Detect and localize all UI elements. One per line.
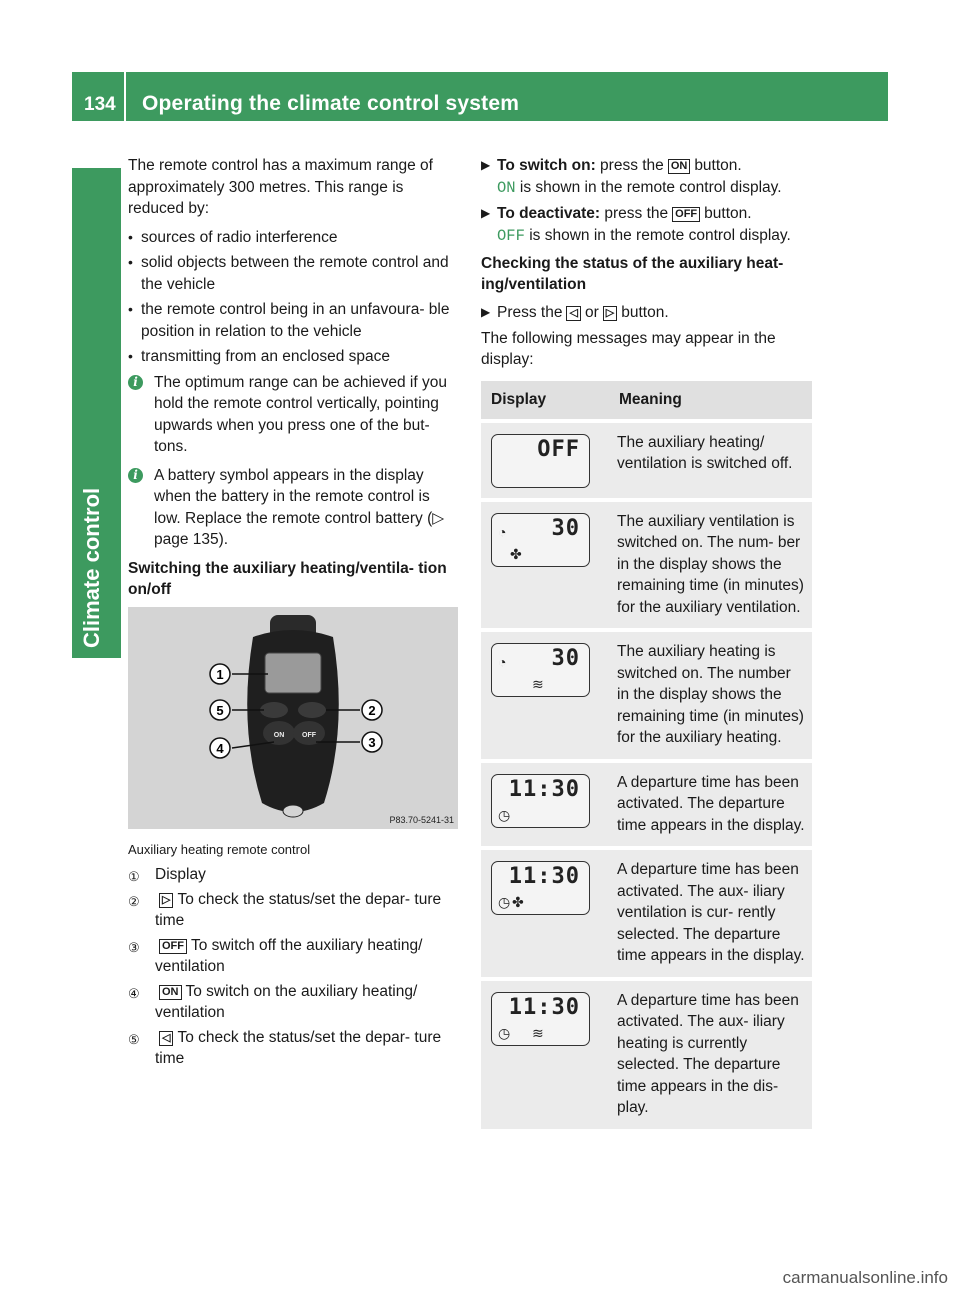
table-row xyxy=(481,500,812,631)
figure-code: P83.70-5241-31 xyxy=(389,814,454,825)
table-cell xyxy=(481,848,609,979)
range-intro: The remote control has a maximum range of approximately 300 metres. This range is reduced by: xyxy=(128,157,433,217)
figure-caption: Auxiliary heating remote control xyxy=(128,841,311,857)
table-intro: The following messages may appear in the display: xyxy=(481,329,776,368)
table-cell xyxy=(481,979,609,1131)
header-divider xyxy=(124,72,126,121)
off-key-icon: OFF xyxy=(672,207,700,222)
off-key-icon: OFF xyxy=(159,939,187,954)
display-code: OFF xyxy=(497,226,525,245)
info-icon: i xyxy=(128,468,143,483)
section-heading: Switching the auxiliary heating/ventila- tion on/off xyxy=(128,559,447,598)
step-arrow-icon: ▶ xyxy=(481,158,491,172)
timer-icon: ◔ xyxy=(498,523,507,540)
remote-control-illustration xyxy=(128,607,458,829)
chapter-tab xyxy=(72,168,121,658)
svg-text:1: 1 xyxy=(216,666,224,682)
table-cell xyxy=(481,421,609,500)
legend-item: ① Display xyxy=(128,866,206,884)
lcd-display: 11:30 ◷ ≋ xyxy=(491,992,590,1046)
table-row xyxy=(481,979,812,1131)
lcd-display: OFF xyxy=(491,434,590,488)
svg-text:3: 3 xyxy=(368,734,376,750)
on-key-icon: ON xyxy=(159,985,182,1000)
svg-text:5: 5 xyxy=(216,702,224,718)
page-title: Operating the climate control system xyxy=(142,92,520,115)
list-item: • sources of radio interference xyxy=(128,228,338,246)
table-cell xyxy=(481,761,609,849)
clock-icon: ◷ xyxy=(498,806,511,823)
svg-text:ON: ON xyxy=(273,731,285,739)
table-cell xyxy=(481,500,609,631)
remote-control-image xyxy=(128,607,458,829)
page-number: 134 xyxy=(84,94,116,115)
clock-icon: ◷ xyxy=(498,894,511,910)
table-cell: The auxiliary heating is switched on. The number in the display shows the remaining time (in minutes) for the auxiliary heating. xyxy=(609,630,812,761)
lcd-display: ◔ 30 ≋ xyxy=(491,643,590,697)
svg-text:2: 2 xyxy=(368,702,376,718)
table-cell: A departure time has been activated. The departure time appears in the display. xyxy=(609,761,812,849)
list-item: • the remote control being in an unfavoura- ble position in relation to the vehicle xyxy=(128,301,450,340)
svg-text:OFF: OFF xyxy=(302,731,316,739)
section-heading: Checking the status of the auxiliary heat- ing/ventilation xyxy=(481,255,784,293)
column-header: Meaning xyxy=(609,381,812,421)
svg-text:4: 4 xyxy=(216,740,224,756)
table-cell: A departure time has been activated. The aux- iliary ventilation is cur- rently selected. The departure time appears in the display. xyxy=(609,848,812,979)
left-arrow-key-icon: ◁ xyxy=(566,306,580,321)
chapter-tab-label: Climate control xyxy=(79,487,104,648)
display-messages-table xyxy=(481,381,812,1133)
info-icon: i xyxy=(128,375,143,390)
table-row xyxy=(481,421,812,500)
legend-item: ② ▷ To check the status/set the depar- ture time xyxy=(128,890,442,929)
legend-item: ⑤ ◁ To check the status/set the depar- ture time xyxy=(128,1028,442,1067)
step-deactivate: ▶ To deactivate: press the OFF button. OFF is shown in the remote control display. xyxy=(481,205,791,245)
right-column xyxy=(481,155,813,1133)
fan-icon: ✤ xyxy=(510,545,522,562)
table-cell: The auxiliary ventilation is switched on. The num- ber in the display shows the remaining time (in minutes) for the auxiliary ventilation. xyxy=(609,500,812,631)
info-note: i The optimum range can be achieved if you hold the remote control vertically, pointing upwards when you press one of the but- tons. xyxy=(128,372,460,458)
left-arrow-key-icon: ◁ xyxy=(159,1031,173,1046)
step-arrow-icon: ▶ xyxy=(481,305,491,319)
table-cell: A departure time has been activated. The aux- iliary heating is currently selected. The departure time appears in the dis- play. xyxy=(609,979,812,1131)
on-key-icon: ON xyxy=(668,159,691,174)
left-column xyxy=(128,155,460,1073)
watermark: carmanualsonline.info xyxy=(782,1268,948,1287)
legend-item: ④ ON To switch on the auxiliary heating/ ventilation xyxy=(128,982,418,1021)
right-arrow-key-icon: ▷ xyxy=(159,893,173,908)
legend-item: ③ OFF To switch off the auxiliary heating/ ventilation xyxy=(128,936,423,975)
list-item: • solid objects between the remote control and the vehicle xyxy=(128,254,449,293)
column-header: Display xyxy=(481,381,609,421)
list-item: • transmitting from an enclosed space xyxy=(128,348,390,365)
timer-icon: ◔ xyxy=(498,654,507,670)
table-cell: The auxiliary heating/ ventilation is switched off. xyxy=(609,421,812,500)
info-note: i A battery symbol appears in the display when the battery in the remote control is low. Replace the remote control battery (▷ page 135). xyxy=(128,465,460,551)
right-arrow-key-icon: ▷ xyxy=(603,306,617,321)
lcd-display: 11:30 ◷ xyxy=(491,774,590,828)
step-arrow-icon: ▶ xyxy=(481,206,491,220)
table-row xyxy=(481,761,812,849)
lcd-display: ◔ 30 ✤ xyxy=(491,513,590,567)
page-header xyxy=(72,72,888,121)
fan-icon: ✤ xyxy=(512,894,524,910)
clock-icon: ◷ xyxy=(498,1024,511,1041)
step-switch-on: ▶ To switch on: press the ON button. ON is shown in the remote control display. xyxy=(481,157,782,197)
table-cell xyxy=(481,630,609,761)
step-check-status: ▶ Press the ◁ or ▷ button. xyxy=(481,302,813,324)
display-code: ON xyxy=(497,178,516,197)
heating-icon: ≋ xyxy=(532,676,544,692)
table-row xyxy=(481,848,812,979)
table-header-row xyxy=(481,381,812,421)
heating-icon: ≋ xyxy=(532,1024,544,1041)
table-row xyxy=(481,630,812,761)
lcd-display: 11:30 ◷ ✤ xyxy=(491,861,590,915)
